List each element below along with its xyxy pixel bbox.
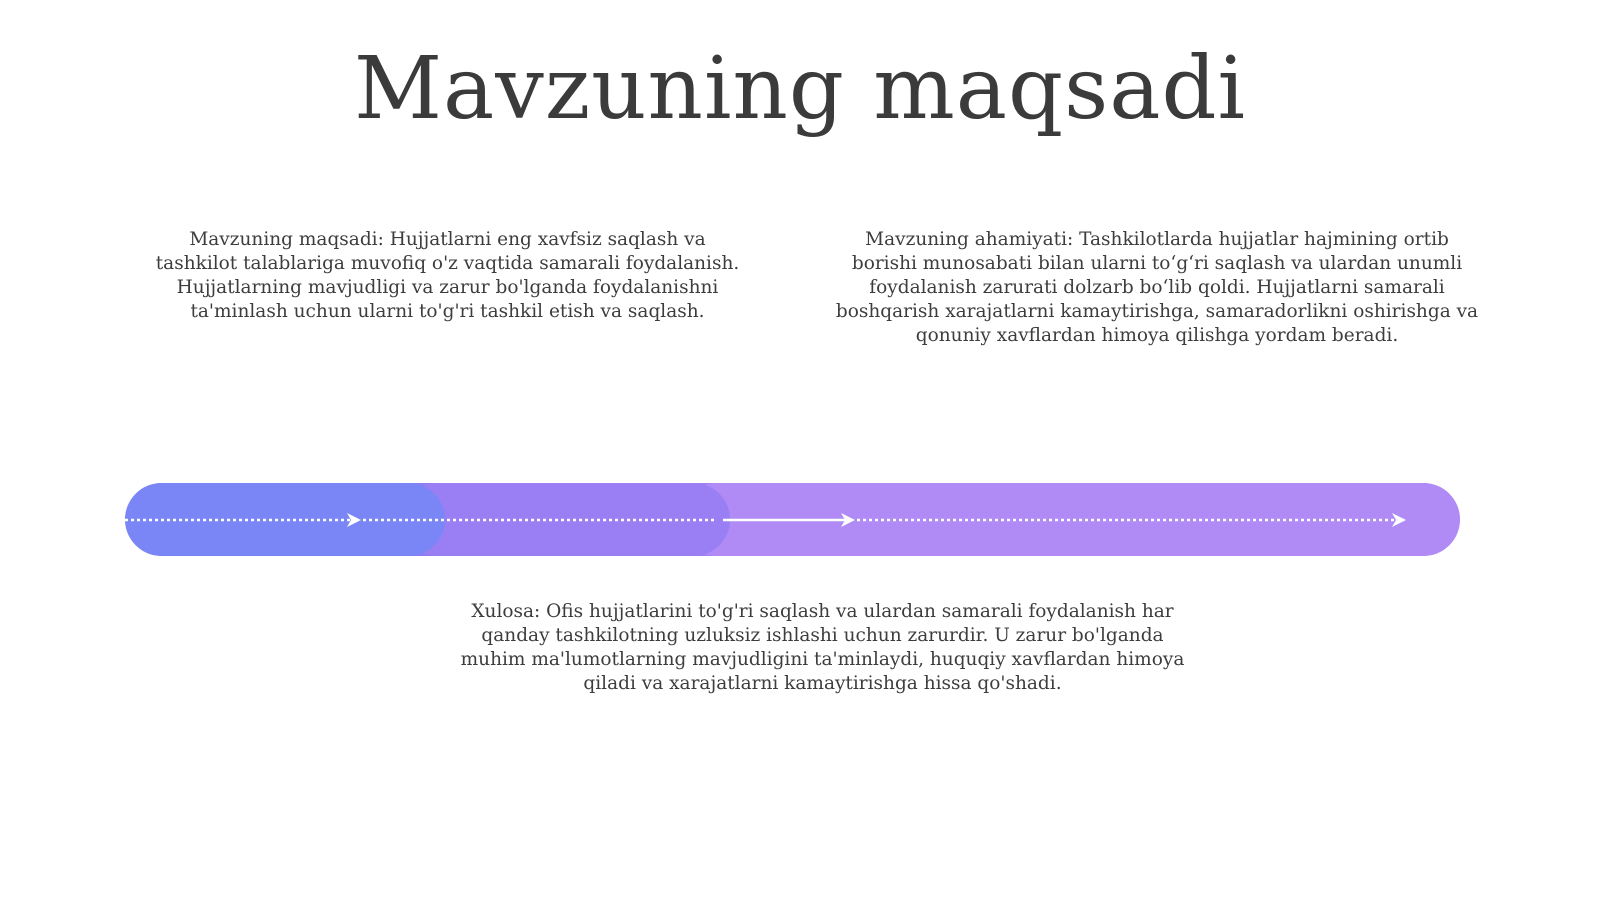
- page-title: Mavzuning maqsadi: [353, 39, 1247, 139]
- conclusion-paragraph: Xulosa: Ofis hujjatlarini to'g'ri saqlash va ulardan samarali foydalanish har qanday tashkilotning uzluksiz ishlashi uchun zarurdir. U zarur bo'lganda muhim ma'lumotlarning mavjudligini ta'minlaydi, huquqiy xavflardan himoya qiladi va xarajatlarni kamaytirishga hissa qo'shadi.: [460, 601, 1185, 694]
- importance-paragraph: Mavzuning ahamiyati: Tashkilotlarda hujjatlar hajmining ortib borishi munosabati bilan ularni to‘g‘ri saqlash va ulardan unumli foydalanish zarurati dolzarb bo‘lib qoldi. Hujjatlarni samarali boshqarish xarajatlarni kamaytirishga, samaradorlikni oshirishga va qonuniy xavflardan himoya qilishga yordam beradi.: [835, 229, 1479, 346]
- timeline-arrows: [125, 483, 1460, 556]
- arrow-right-icon: [1392, 513, 1406, 527]
- timeline-bar: [125, 483, 1460, 556]
- goal-paragraph: Mavzuning maqsadi: Hujjatlarni eng xavfsiz saqlash va tashkilot talablariga muvofiq o'z vaqtida samarali foydalanish. Hujjatlarning mavjudligi va zarur bo'lganda foydalanishni ta'minlash uchun ularni to'g'ri tashkil etish va saqlash.: [155, 229, 740, 322]
